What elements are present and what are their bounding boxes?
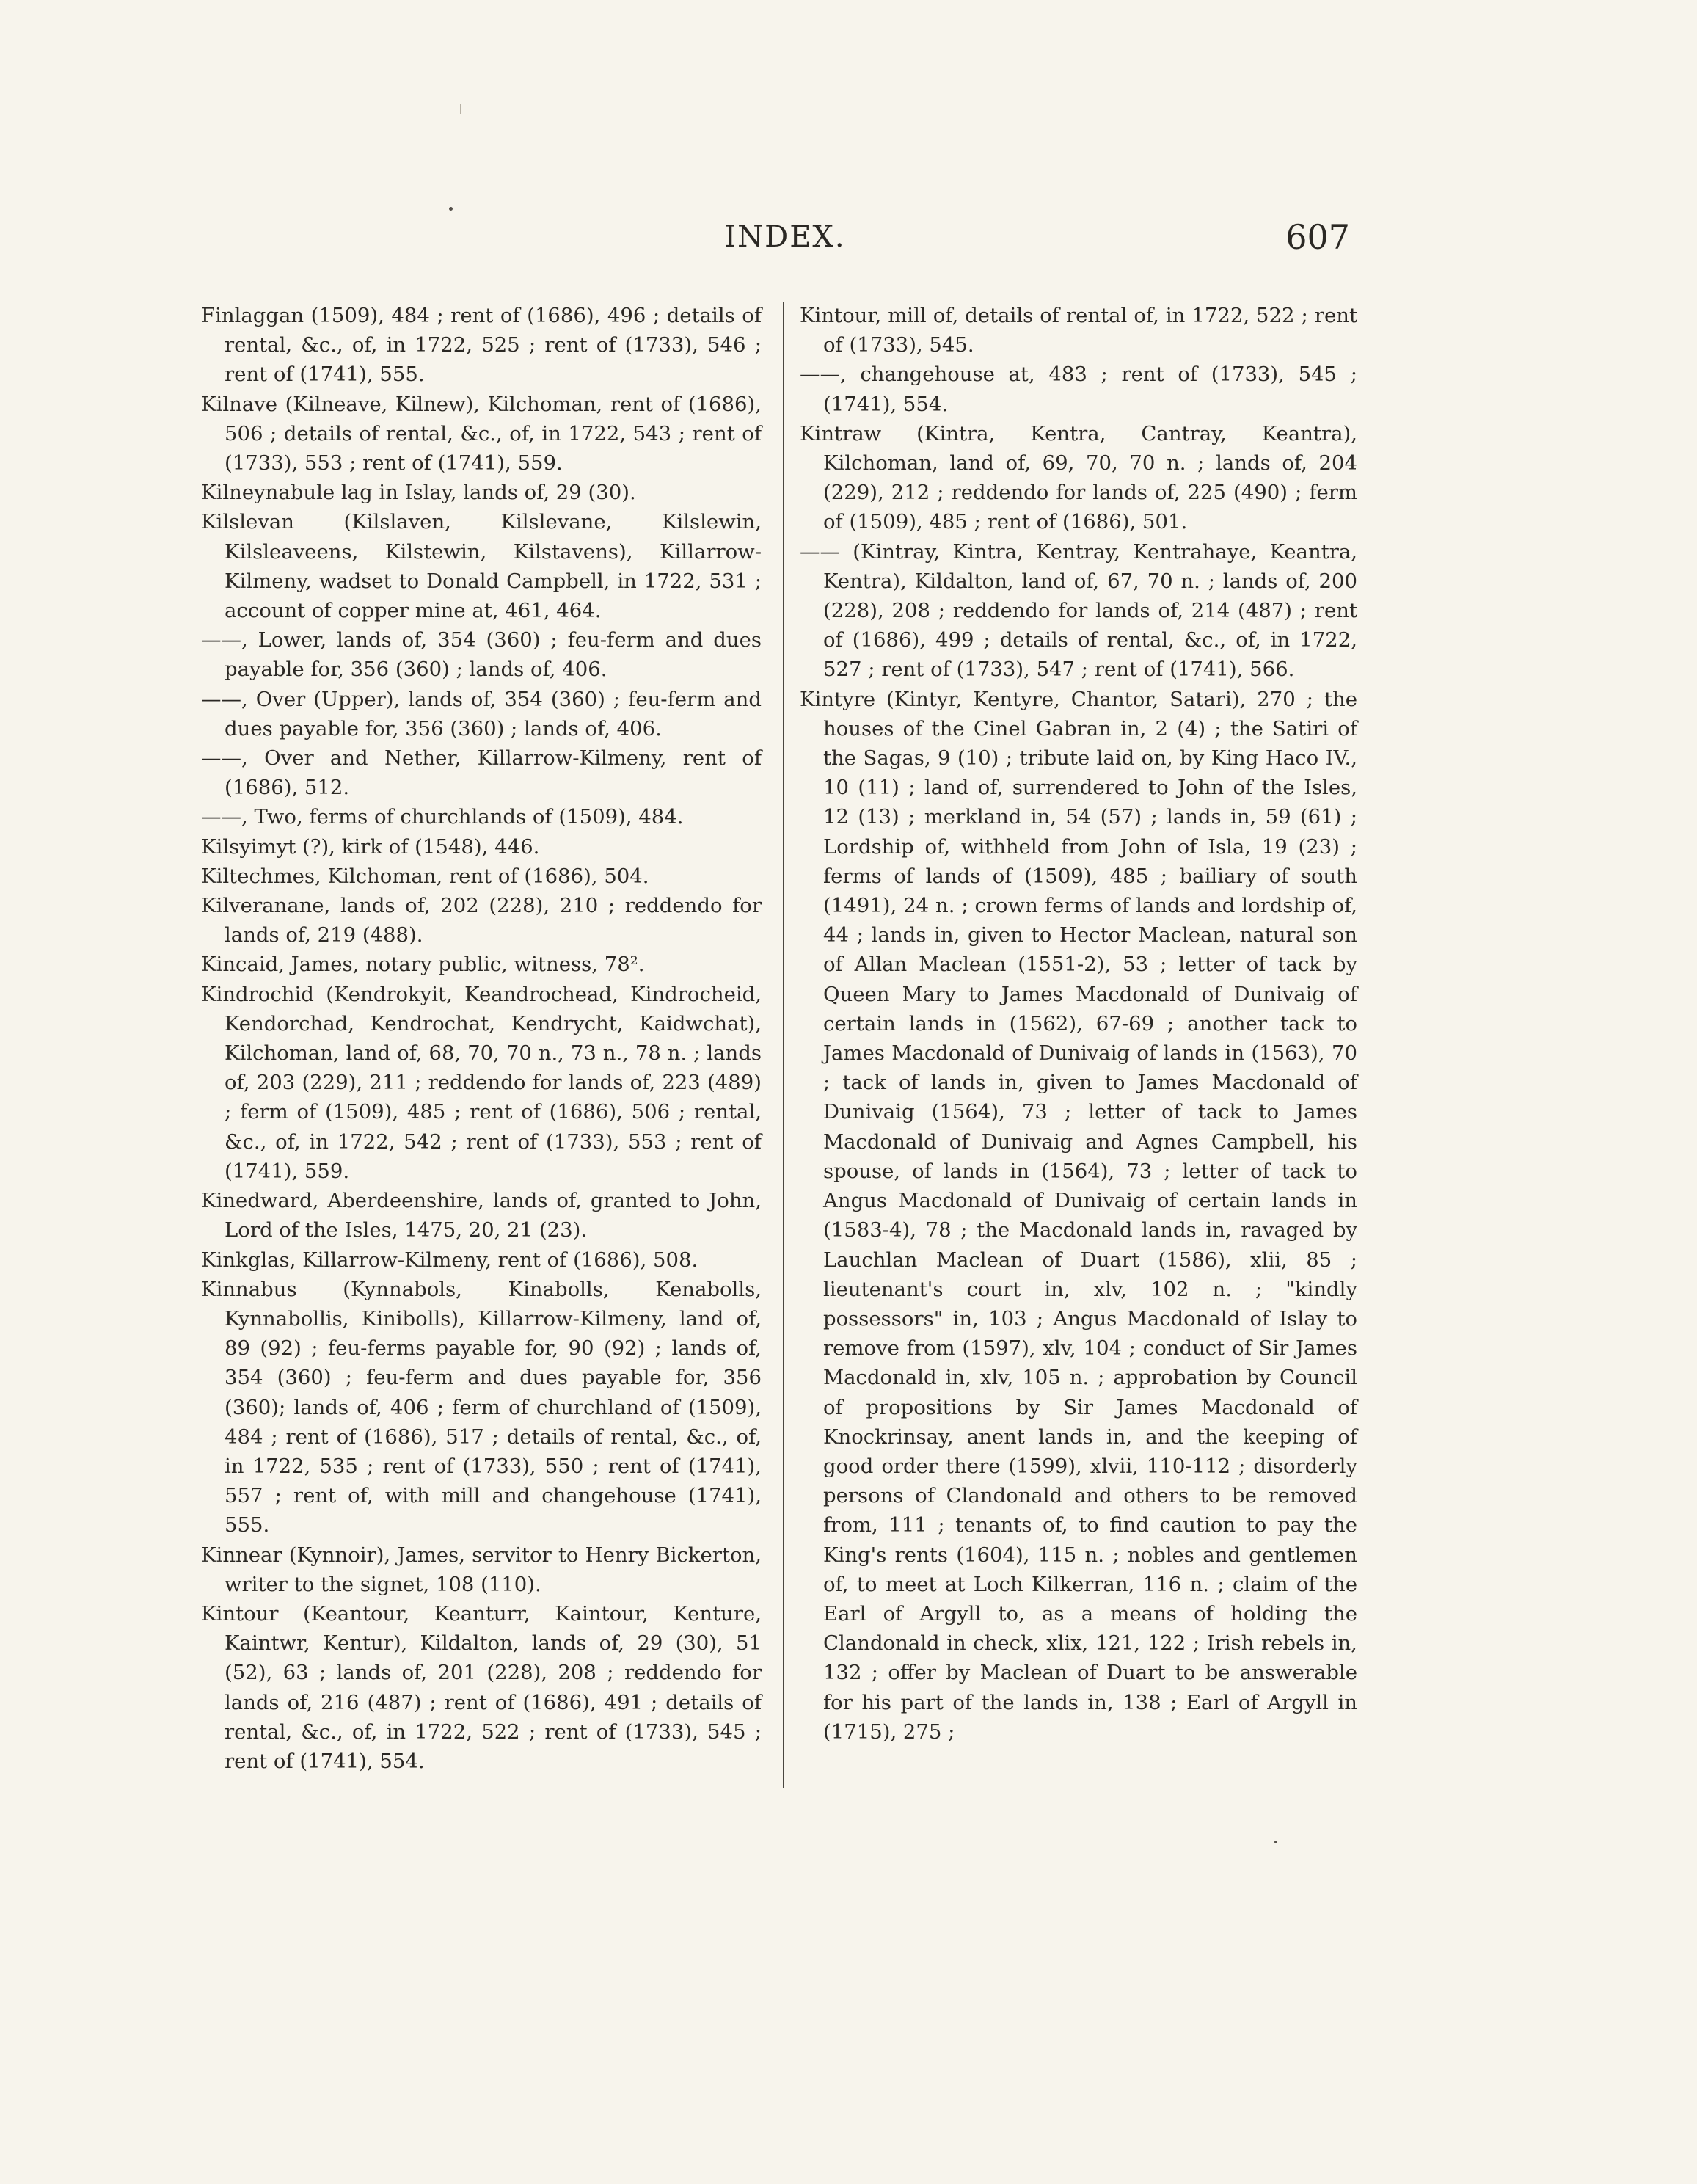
index-entry: Kintraw (Kintra, Kentra, Cantray, Keantra), Kilchoman, land of, 69, 70, 70 n. ; lands of, 204 (229), 212 ; reddendo for lands of, 225 (490) ; ferm of (1509), 485 ; rent of (1686), 501. (800, 421, 1357, 534)
ink-dot (1274, 1841, 1277, 1843)
index-entry: Kiltechmes, Kilchoman, rent of (1686), 504. (201, 864, 649, 888)
index-entry: Kinnear (Kynnoir), James, servitor to Henry Bickerton, writer to the signet, 108 (110). (201, 1543, 762, 1596)
index-entry: Finlaggan (1509), 484 ; rent of (1686), 496 ; details of rental, &c., of, in 1722, 525 ; rent of (1733), 546 ; rent of (1741), 555. (201, 304, 762, 387)
index-entry: Kincaid, James, notary public, witness, 78². (201, 953, 645, 977)
index-entry: Kilsyimyt (?), kirk of (1548), 446. (201, 834, 540, 859)
ink-dot (449, 207, 453, 211)
index-entry: Kindrochid (Kendrokyit, Keandrochead, Kindrocheid, Kendorchad, Kendrochat, Kendrycht, Kaidwchat), Kilchoman, land of, 68, 70, 70 n., 73 n., 78 n. ; lands of, 203 (229), 211 ; reddendo for lands of, 223 (489) ; ferm of (1509), 485 ; rent of (1686), 506 ; rental, &c., of, in 1722, 542 ; rent of (1733), 553 ; rent of (1741), 559. (201, 982, 762, 1183)
index-entry: ——, Over and Nether, Killarrow-Kilmeny, rent of (1686), 512. (201, 746, 762, 800)
index-entry: ——, Two, ferms of churchlands of (1509), 484. (201, 805, 684, 829)
index-entry: —— (Kintray, Kintra, Kentray, Kentrahaye, Keantra, Kentra), Kildalton, land of, 67, 70 n. ; lands of, 200 (228), 208 ; reddendo for lands of, 214 (487) ; rent of (1686), 499 ; details of rental, &c., of, in 1722, 527 ; rent of (1733), 547 ; rent of (1741), 566. (800, 539, 1357, 682)
index-entry: ——, changehouse at, 483 ; rent of (1733), 545 ; (1741), 554. (800, 363, 1357, 416)
index-entry: Kinedward, Aberdeenshire, lands of, granted to John, Lord of the Isles, 1475, 20, 21 (23). (201, 1189, 762, 1242)
index-entry: Kilveranane, lands of, 202 (228), 210 ; reddendo for lands of, 219 (488). (201, 894, 762, 947)
column-divider (783, 302, 784, 1788)
index-entry: Kintyre (Kintyr, Kentyre, Chantor, Satari), 270 ; the houses of the Cinel Gabran in, 2 (4) ; the Satiri of the Sagas, 9 (10) ; tribute laid on, by King Haco IV., 10 (11) ; land of, surrendered to John of the Isles, 12 (13) ; merkland in, 54 (57) ; lands in, 59 (61) ; Lordship of, withheld from John of Isla, 19 (23) ; ferms of lands of (1509), 485 ; bailiary of south (1491), 24 n. ; crown ferms of lands and lordship of, 44 ; lands in, given to Hector Maclean, natural son of Allan Maclean (1551-2), 53 ; letter of tack by Queen Mary to James Macdonald of Dunivaig of certain lands in (1562), 67-69 ; another tack to James Macdonald of Dunivaig of lands in (1563), 70 ; tack of lands in, given to James Macdonald of Dunivaig (1564), 73 ; letter of tack to James Macdonald of Dunivaig and Agnes Campbell, his spouse, of lands in (1564), 73 ; letter of tack to Angus Macdonald of Dunivaig of certain lands in (1583-4), 78 ; the Macdonald lands in, ravaged by Lauchlan Maclean of Duart (1586), xlii, 85 ; lieutenant's court in, xlv, 102 n. ; "kindly possessors" in, 103 ; Angus Macdonald of Islay to remove from (1597), xlv, 104 ; conduct of Sir James Macdonald in, xlv, 105 n. ; approbation by Council of propositions by Sir James Macdonald of Knockrinsay, anent lands in, and the keeping of good order there (1599), xlvii, 110-112 ; disorderly persons of Clandonald and others to be removed from, 111 ; tenants of, to find caution to pay the King's rents (1604), 115 n. ; nobles and gentlemen of, to meet at Loch Kilkerran, 116 n. ; claim of the Earl of Argyll to, as a means of holding the Clandonald in check, xlix, 121, 122 ; Irish rebels in, 132 ; offer by Maclean of Duart to be answerable for his part of the lands in, 138 ; Earl of Argyll in (1715), 275 ; (800, 687, 1357, 1744)
right-column (800, 301, 1357, 1747)
index-entry: Kintour (Keantour, Keanturr, Kaintour, Kenture, Kaintwr, Kentur), Kildalton, lands of, 29 (30), 51 (52), 63 ; lands of, 201 (228), 208 ; reddendo for lands of, 216 (487) ; rent of (1686), 491 ; details of rental, &c., of, in 1722, 522 ; rent of (1733), 545 ; rent of (1741), 554. (201, 1601, 762, 1773)
page-mark (460, 104, 461, 114)
page-number: 607 (1285, 217, 1350, 257)
page-header (220, 217, 1350, 264)
index-entry: Kilnave (Kilneave, Kilnew), Kilchoman, rent of (1686), 506 ; details of rental, &c., of, in 1722, 543 ; rent of (1733), 553 ; rent of (1741), 559. (201, 392, 762, 476)
left-column (201, 301, 762, 1776)
index-entry: ——, Over (Upper), lands of, 354 (360) ; feu-ferm and dues payable for, 356 (360) ; lands of, 406. (201, 687, 762, 740)
running-title: INDEX. (724, 220, 846, 254)
index-entry: Kilslevan (Kilslaven, Kilslevane, Kilslewin, Kilsleaveens, Kilstewin, Kilstavens), Killarrow-Kilmeny, wadset to Donald Campbell, in 1722, 531 ; account of copper mine at, 461, 464. (201, 510, 762, 623)
index-entry: Kilneynabule lag in Islay, lands of, 29 (30). (201, 481, 636, 505)
index-entry: ——, Lower, lands of, 354 (360) ; feu-ferm and dues payable for, 356 (360) ; lands of, 406. (201, 628, 762, 682)
index-entry: Kintour, mill of, details of rental of, in 1722, 522 ; rent of (1733), 545. (800, 304, 1357, 357)
index-entry: Kinnabus (Kynnabols, Kinabolls, Kenabolls, Kynnabollis, Kinibolls), Killarrow-Kilmeny, land of, 89 (92) ; feu-ferms payable for, 90 (92) ; lands of, 354 (360) ; feu-ferm and dues payable for, 356 (360); lands of, 406 ; ferm of churchland of (1509), 484 ; rent of (1686), 517 ; details of rental, &c., of, in 1722, 535 ; rent of (1733), 550 ; rent of (1741), 557 ; rent of, with mill and changehouse (1741), 555. (201, 1277, 762, 1537)
index-entry: Kinkglas, Killarrow-Kilmeny, rent of (1686), 508. (201, 1248, 698, 1272)
